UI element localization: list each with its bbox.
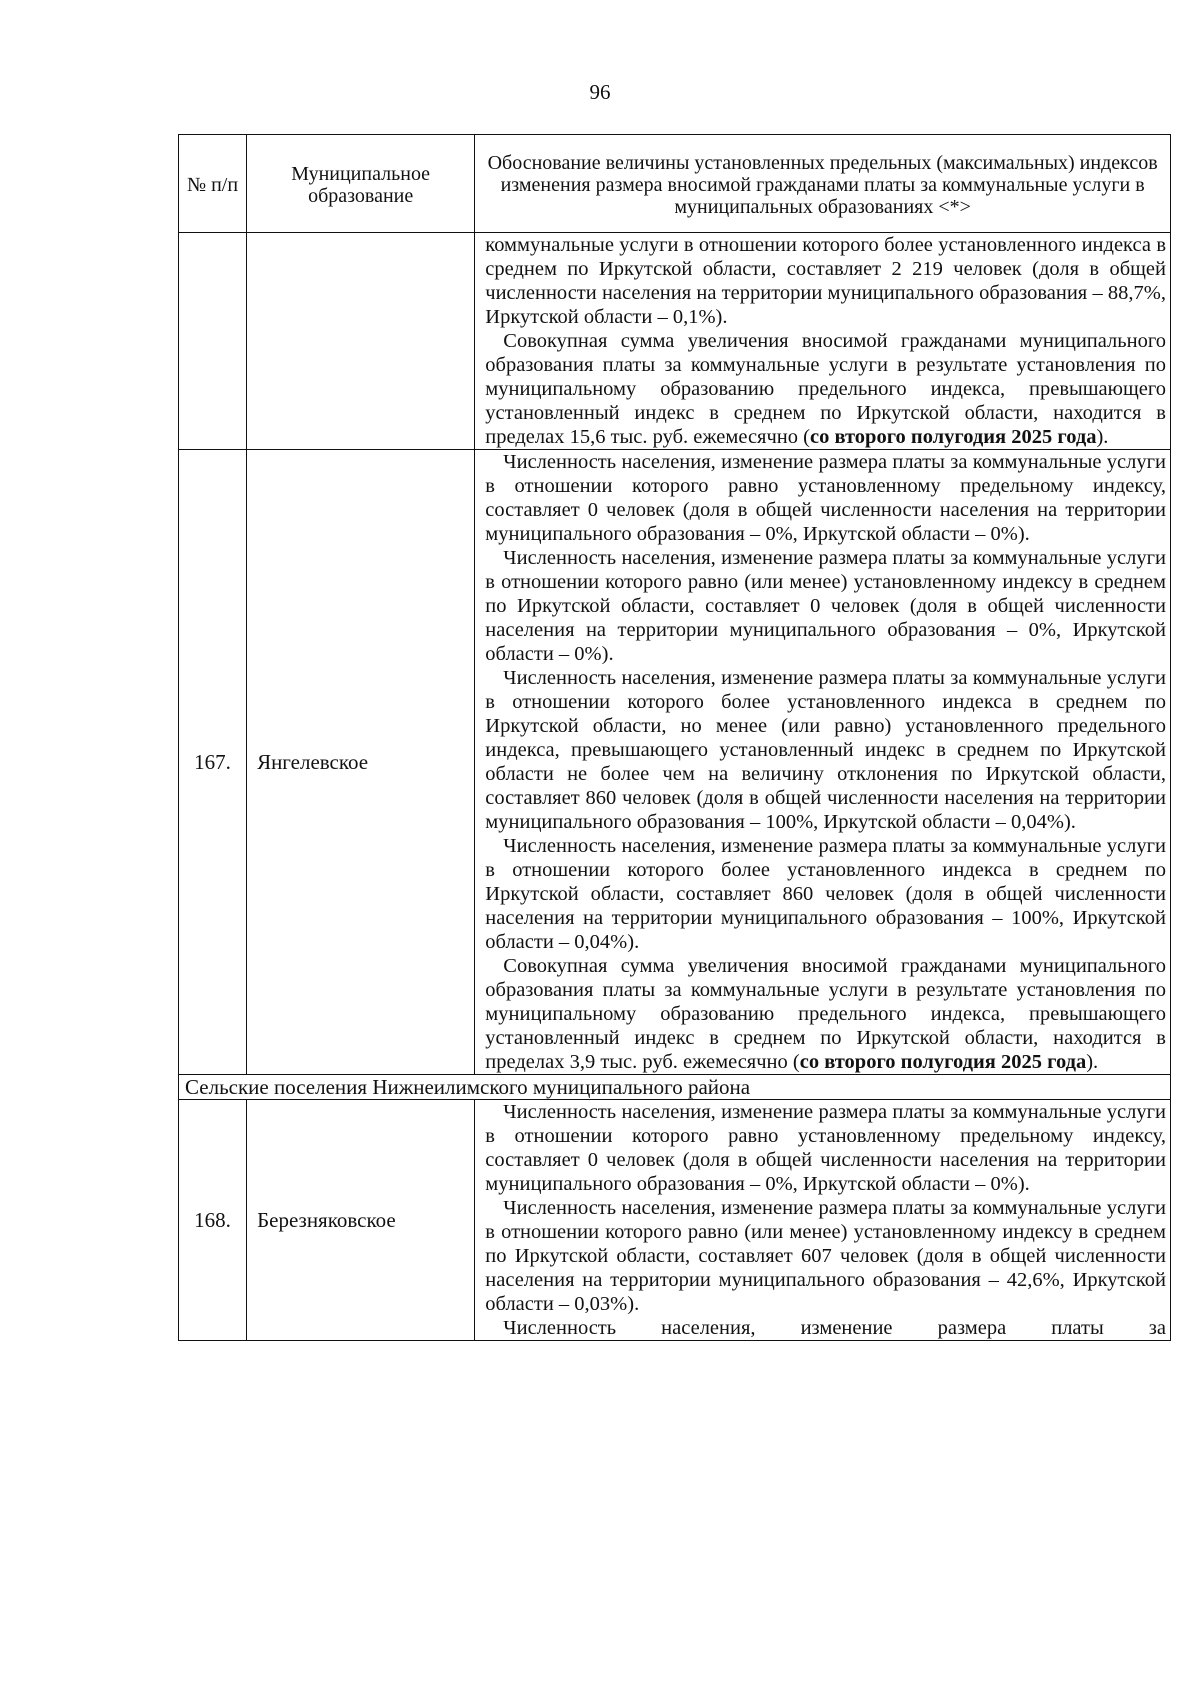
table-header-row: [179, 135, 1171, 233]
header-justification: Обоснование величины установленных предельных (максимальных) индексов изменения размера вносимой гражданами платы за коммунальные услуги в муниципальных образованиях <*>: [475, 135, 1171, 233]
section-heading-row: [179, 1075, 1171, 1100]
row-168-text-cell: [475, 1100, 1171, 1341]
continuation-num-cell: [179, 233, 247, 450]
row-167-paragraph-5: Совокупная сумма увеличения вносимой гражданами муниципального образования платы за коммунальные услуги в результате установления по муниципальному образованию предельного индекса, превышающего установленный индекс в среднем по Иркутской области, находится в пределах 3,9 тыс. руб. ежемесячно (со второго полугодия 2025 года).: [485, 955, 1166, 1073]
table-row-continuation: [179, 233, 1171, 450]
row-number: 167.: [179, 450, 247, 1075]
row-168-paragraph-1: Численность населения, изменение размера платы за коммунальные услуги в отношении которого равно установленному предельному индексу, составляет 0 человек (доля в общей численности населения на территории муниципального образования – 0%, Иркутской области – 0%).: [485, 1101, 1166, 1195]
row-167-paragraph-3: Численность населения, изменение размера платы за коммунальные услуги в отношении которого более установленного индекса в среднем по Иркутской области, но менее (или равно) установленного предельного индекса, превышающего установленный индекс в среднем по Иркутской области не более чем на величину отклонения по Иркутской области, составляет 860 человек (доля в общей численности населения на территории муниципального образования – 100%, Иркутской области – 0,04%).: [485, 667, 1166, 833]
continuation-text-cell: [475, 233, 1171, 450]
continuation-municipality-cell: [247, 233, 475, 450]
row-167-paragraph-1: Численность населения, изменение размера платы за коммунальные услуги в отношении которого равно установленному предельному индексу, составляет 0 человек (доля в общей численности населения на территории муниципального образования – 0%, Иркутской области – 0%).: [485, 451, 1166, 545]
header-municipality: Муниципальное образование: [247, 135, 475, 233]
row-167-text-cell: [475, 450, 1171, 1075]
table-row-167: [179, 450, 1171, 1075]
municipality-name: Янгелевское: [247, 450, 475, 1075]
period-bold: со второго полугодия 2025 года: [799, 1051, 1087, 1073]
continuation-paragraph-2: Совокупная сумма увеличения вносимой гражданами муниципального образования платы за коммунальные услуги в результате установления по муниципальному образованию предельного индекса, превышающего установленный индекс в среднем по Иркутской области, находится в пределах 15,6 тыс. руб. ежемесячно (со второго полугодия 2025 года).: [485, 330, 1166, 448]
municipality-name: Березняковское: [247, 1100, 475, 1341]
header-num: № п/п: [179, 135, 247, 233]
continuation-paragraph-1: коммунальные услуги в отношении которого более установленного индекса в среднем по Иркутской области, составляет 2 219 человек (доля в общей численности населения на территории муниципального образования – 88,7%, Иркутской области – 0,1%).: [485, 234, 1166, 328]
table-row-168: [179, 1100, 1171, 1341]
row-168-paragraph-2: Численность населения, изменение размера платы за коммунальные услуги в отношении которого равно (или менее) установленному индексу в среднем по Иркутской области, составляет 607 человек (доля в общей численности населения на территории муниципального образования – 42,6%, Иркутской области – 0,03%).: [485, 1197, 1166, 1315]
page-number: 96: [589, 80, 611, 104]
row-number: 168.: [179, 1100, 247, 1341]
justification-table: [178, 134, 1171, 1341]
row-167-paragraph-4: Численность населения, изменение размера платы за коммунальные услуги в отношении которого более установленного индекса в среднем по Иркутской области, составляет 860 человек (доля в общей численности населения на территории муниципального образования – 100%, Иркутской области – 0,04%).: [485, 835, 1166, 953]
period-bold: со второго полугодия 2025 года: [809, 426, 1097, 448]
row-167-paragraph-2: Численность населения, изменение размера платы за коммунальные услуги в отношении которого равно (или менее) установленному индексу в среднем по Иркутской области, составляет 0 человек (доля в общей численности населения на территории муниципального образования – 0%, Иркутской области – 0%).: [485, 547, 1166, 665]
row-168-paragraph-3: Численность населения, изменение размера платы за: [503, 1317, 1166, 1339]
section-heading: Сельские поселения Нижнеилимского муниципального района: [179, 1075, 1171, 1100]
